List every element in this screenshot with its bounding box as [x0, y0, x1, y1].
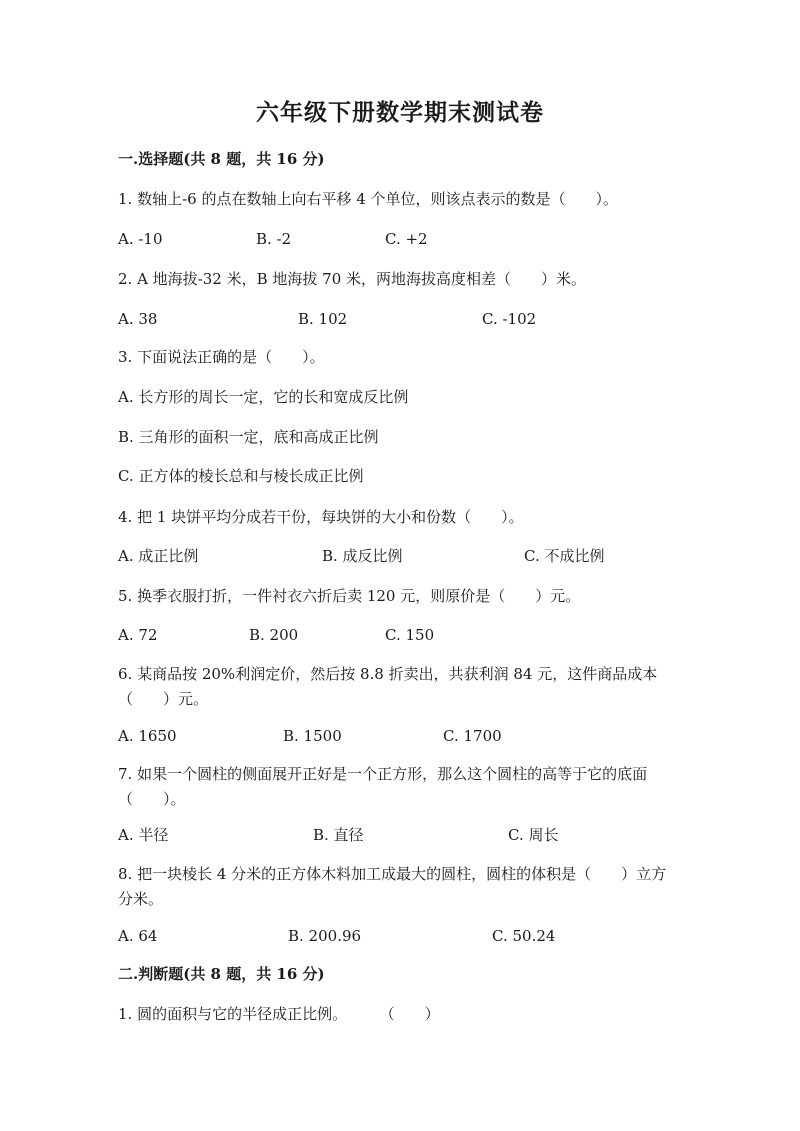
judgement-question-1 [118, 1002, 678, 1027]
judgement-question-1-blank: （ ） [387, 1005, 440, 1023]
q1-option-b: B. -2 [256, 230, 292, 248]
q1-option-a: A. -10 [118, 230, 163, 248]
q7-option-b: B. 直径 [313, 826, 364, 844]
q4-option-a: A. 成正比例 [118, 547, 199, 565]
question-4: 4. 把 1 块饼平均分成若干份，每块饼的大小和份数（ ）。 [118, 508, 524, 526]
question-8: 8. 把一块棱长 4 分米的正方体木料加工成最大的圆柱，圆柱的体积是（ ）立方分米。 [118, 865, 667, 908]
q3-option-a: A. 长方形的周长一定，它的长和宽成反比例 [118, 388, 409, 406]
section-heading-judgement: 二.判断题(共 8 题，共 16 分) [118, 965, 325, 983]
q1-option-c: C. +2 [385, 230, 428, 248]
q2-option-a: A. 38 [118, 310, 158, 328]
q3-option-c: C. 正方体的棱长总和与棱长成正比例 [118, 467, 364, 485]
q2-option-b: B. 102 [298, 310, 348, 328]
judgement-question-1-text: 1. 圆的面积与它的半径成正比例。 [118, 1005, 348, 1023]
question-6: 6. 某商品按 20%利润定价，然后按 8.8 折卖出，共获利润 84 元，这件商品成本（ ）元。 [118, 665, 658, 708]
q2-option-c: C. -102 [482, 310, 537, 328]
q6-option-a: A. 1650 [118, 727, 177, 745]
q5-option-a: A. 72 [118, 626, 158, 644]
q6-option-b: B. 1500 [283, 727, 342, 745]
q8-option-b: B. 200.96 [288, 927, 362, 945]
question-3: 3. 下面说法正确的是（ ）。 [118, 348, 325, 366]
question-1: 1. 数轴上-6 的点在数轴上向右平移 4 个单位，则该点表示的数是（ ）。 [118, 190, 619, 208]
q4-option-c: C. 不成比例 [524, 547, 605, 565]
q3-option-b: B. 三角形的面积一定，底和高成正比例 [118, 428, 379, 446]
question-2: 2. A 地海拔-32 米，B 地海拔 70 米，两地海拔高度相差（ ）米。 [118, 270, 587, 288]
q5-option-c: C. 150 [385, 626, 435, 644]
q8-option-a: A. 64 [118, 927, 158, 945]
q6-option-c: C. 1700 [443, 727, 502, 745]
section-heading-choice: 一.选择题(共 8 题，共 16 分) [118, 150, 325, 168]
question-5: 5. 换季衣服打折，一件衬衣六折后卖 120 元，则原价是（ ）元。 [118, 587, 581, 605]
page-title: 六年级下册数学期末测试卷 [256, 99, 544, 126]
q5-option-b: B. 200 [249, 626, 299, 644]
q7-option-c: C. 周长 [508, 826, 559, 844]
q4-option-b: B. 成反比例 [322, 547, 403, 565]
question-7: 7. 如果一个圆柱的侧面展开正好是一个正方形，那么这个圆柱的高等于它的底面（ ）。 [118, 765, 648, 808]
q8-option-c: C. 50.24 [492, 927, 556, 945]
q7-option-a: A. 半径 [118, 826, 169, 844]
